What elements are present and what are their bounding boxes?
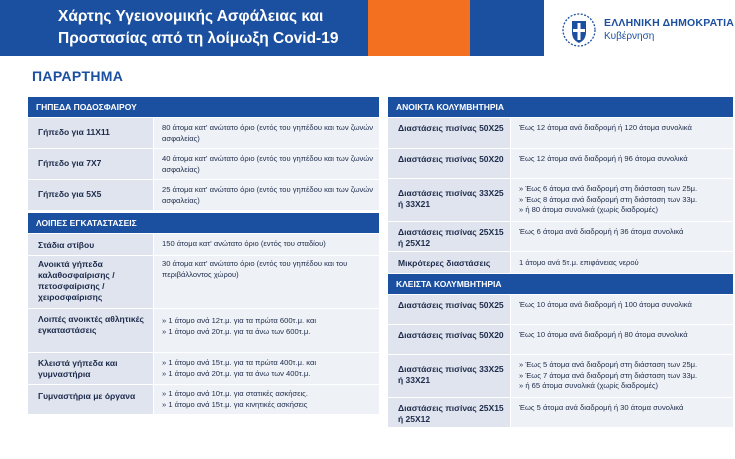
- capacity-bullet: » Έως 8 άτομα ανά διαδρομή στη διάσταση των 33μ.: [519, 195, 729, 206]
- other-facilities-heading: ΛΟΙΠΕΣ ΕΓΚΑΤΑΣΤΑΣΕΙΣ: [28, 213, 379, 234]
- table-row: [28, 309, 379, 353]
- left-column: [28, 97, 379, 415]
- capacity-value: 1 άτομο ανά 5τ.μ. επιφάνειας νερού: [510, 252, 733, 273]
- capacity-value: Έως 6 άτομα ανά διαδρομή ή 36 άτομα συνολικά: [510, 222, 733, 251]
- capacity-bullet: » 1 άτομο ανά 10τ.μ. για στατικές ασκήσεις.: [162, 389, 375, 400]
- capacity-value: [153, 353, 379, 384]
- facility-name: Ανοικτά γήπεδα καλαθοσφαίρισης / πετοσφαίρισης / χειροσφαίρισης: [28, 256, 153, 308]
- capacity-value: Έως 12 άτομα ανά διαδρομή ή 120 άτομα συνολικά: [510, 118, 733, 148]
- table-row: [388, 252, 733, 274]
- capacity-bullet: » Έως 5 άτομα ανά διαδρομή στη διάσταση των 25μ.: [519, 360, 729, 371]
- pool-size: Διαστάσεις πισίνας 33Χ25 ή 33Χ21: [388, 355, 510, 397]
- capacity-value: [510, 179, 733, 221]
- capacity-bullet: » ή 80 άτομα συνολικά (χωρίς διαδρομές): [519, 205, 729, 216]
- capacity-bullet: » 1 άτομο ανά 15τ.μ. για κινητικές ασκήσεις: [162, 400, 375, 411]
- page-title-line-1: Χάρτης Υγειονομικής Ασφάλειας και: [58, 8, 324, 25]
- open-pools-heading: ΑΝΟΙΚΤΑ ΚΟΛΥΜΒΗΤΗΡΙΑ: [388, 97, 733, 118]
- facility-name: Γήπεδο για 11Χ11: [28, 118, 153, 148]
- table-row: [28, 385, 379, 415]
- facility-name: Στάδια στίβου: [28, 234, 153, 255]
- title-banner: [0, 0, 368, 56]
- pool-size: Διαστάσεις πισίνας 50Χ20: [388, 149, 510, 178]
- page-title-line-2: Προστασίας από τη λοίμωξη Covid-19: [58, 30, 339, 47]
- table-row: [388, 355, 733, 398]
- orange-stripe: [368, 0, 470, 56]
- facility-name: Γυμναστήρια με όργανα: [28, 385, 153, 414]
- capacity-value: [510, 355, 733, 397]
- capacity-bullet: » Έως 6 άτομα ανά διαδρομή στη διάσταση των 25μ.: [519, 184, 729, 195]
- table-row: [388, 179, 733, 222]
- pool-size: Μικρότερες διαστάσεις: [388, 252, 510, 273]
- table-row: [388, 222, 733, 252]
- capacity-value: 150 άτομα κατ' ανώτατο όριο (εντός του σταδίου): [153, 234, 379, 255]
- table-row: [28, 180, 379, 211]
- capacity-value: 30 άτομα κατ' ανώτατο όριο (εντός του γηπέδου και του περιβάλλοντος χώρου): [153, 256, 379, 308]
- table-row: [388, 295, 733, 325]
- government-subtitle: Κυβέρνηση: [604, 31, 655, 42]
- capacity-bullet: » Έως 7 άτομα ανά διαδρομή στη διάσταση των 33μ.: [519, 371, 729, 382]
- annex-heading: ΠΑΡΑΡΤΗΜΑ: [32, 68, 124, 84]
- table-row: [388, 398, 733, 428]
- facility-name: Κλειστά γήπεδα και γυμναστήρια: [28, 353, 153, 384]
- pool-size: Διαστάσεις πισίνας 25Χ15 ή 25Χ12: [388, 398, 510, 427]
- closed-pools-heading: ΚΛΕΙΣΤΑ ΚΟΛΥΜΒΗΤΗΡΙΑ: [388, 274, 733, 295]
- coat-of-arms-icon: [562, 12, 596, 48]
- capacity-value: 25 άτομα κατ' ανώτατο όριο (εντός του γηπέδου και των ζωνών ασφαλείας): [153, 180, 379, 210]
- pool-size: Διαστάσεις πισίνας 50Χ25: [388, 295, 510, 324]
- capacity-bullet: » 1 άτομο ανά 20τ.μ. για τα άνω των 600τ.μ.: [162, 327, 375, 338]
- table-row: [28, 234, 379, 256]
- capacity-value: Έως 10 άτομα ανά διαδρομή ή 100 άτομα συνολικά: [510, 295, 733, 324]
- capacity-value: [153, 309, 379, 352]
- table-row: [28, 353, 379, 385]
- table-row: [28, 118, 379, 149]
- table-row: [388, 149, 733, 179]
- pool-size: Διαστάσεις πισίνας 25Χ15 ή 25Χ12: [388, 222, 510, 251]
- capacity-bullet: » 1 άτομο ανά 12τ.μ. για τα πρώτα 600τ.μ. και: [162, 316, 375, 327]
- table-row: [28, 256, 379, 309]
- capacity-value: Έως 10 άτομα ανά διαδρομή ή 80 άτομα συνολικά: [510, 325, 733, 354]
- capacity-bullet: » 1 άτομο ανά 20τ.μ. για τα άνω των 400τ.μ.: [162, 369, 375, 380]
- capacity-value: 80 άτομα κατ' ανώτατο όριο (εντός του γηπέδου και των ζωνών ασφαλείας): [153, 118, 379, 148]
- pool-size: Διαστάσεις πισίνας 50Χ25: [388, 118, 510, 148]
- pool-size: Διαστάσεις πισίνας 33Χ25 ή 33Χ21: [388, 179, 510, 221]
- capacity-value: Έως 12 άτομα ανά διαδρομή ή 96 άτομα συνολικά: [510, 149, 733, 178]
- table-row: [28, 149, 379, 180]
- facility-name: Γήπεδο για 5Χ5: [28, 180, 153, 210]
- government-name: ΕΛΛΗΝΙΚΗ ΔΗΜΟΚΡΑΤΙΑ: [604, 17, 735, 29]
- capacity-value: [153, 385, 379, 414]
- page-header: [0, 0, 735, 58]
- football-section-heading: ΓΗΠΕΔΑ ΠΟΔΟΣΦΑΙΡΟΥ: [28, 97, 379, 118]
- capacity-bullet: » 1 άτομο ανά 15τ.μ. για τα πρώτα 400τ.μ. και: [162, 358, 375, 369]
- capacity-value: 40 άτομα κατ' ανώτατο όριο (εντός του γηπέδου και των ζωνών ασφαλείας): [153, 149, 379, 179]
- facility-name: Λοιπές ανοικτές αθλητικές εγκαταστάσεις: [28, 309, 153, 352]
- government-logo: [562, 12, 735, 48]
- table-row: [388, 325, 733, 355]
- blue-stripe: [470, 0, 544, 56]
- facility-name: Γήπεδο για 7Χ7: [28, 149, 153, 179]
- table-row: [388, 118, 733, 149]
- pool-size: Διαστάσεις πισίνας 50Χ20: [388, 325, 510, 354]
- right-column: [388, 97, 733, 428]
- capacity-bullet: » ή 65 άτομα συνολικά (χωρίς διαδρομές): [519, 381, 729, 392]
- capacity-value: Έως 5 άτομα ανά διαδρομή ή 30 άτομα συνολικά: [510, 398, 733, 427]
